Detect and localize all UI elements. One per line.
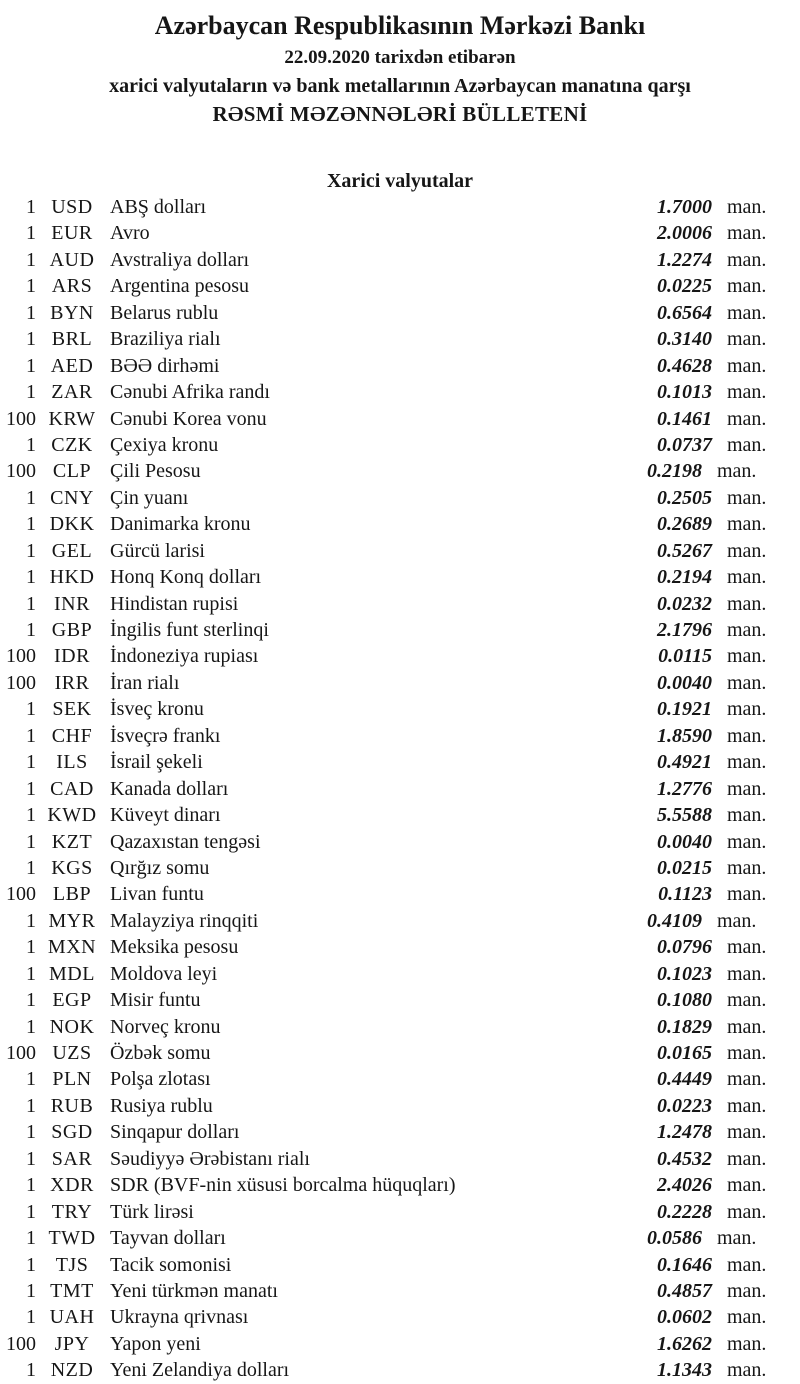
currency-name-cell: Misir funtu xyxy=(110,989,201,1012)
rate-value-cell: 0.1123 xyxy=(658,883,712,906)
quantity-cell: 1 xyxy=(26,301,36,324)
currency-code-cell: GEL xyxy=(51,539,93,562)
table-row xyxy=(0,194,800,220)
rate-value-cell: 0.2228 xyxy=(657,1200,712,1223)
unit-cell: man. xyxy=(727,1068,767,1091)
quantity-cell: 1 xyxy=(26,856,36,879)
currency-name-cell: Səudiyyə Ərəbistanı rialı xyxy=(110,1147,310,1170)
unit-cell: man. xyxy=(727,592,767,615)
quantity-cell: 1 xyxy=(26,777,36,800)
rate-value-cell: 1.2776 xyxy=(657,777,712,800)
currency-code-cell: ARS xyxy=(51,275,93,298)
unit-cell: man. xyxy=(727,1332,767,1355)
unit-cell: man. xyxy=(727,1147,767,1170)
table-row xyxy=(0,564,800,590)
currency-code-cell: CZK xyxy=(51,433,93,456)
quantity-cell: 100 xyxy=(6,1042,36,1064)
rate-value-cell: 0.0165 xyxy=(657,1042,712,1064)
quantity-cell: 1 xyxy=(26,1253,36,1276)
currency-code-cell: DKK xyxy=(49,513,95,536)
unit-cell: man. xyxy=(727,566,767,589)
rate-value-cell: 0.1921 xyxy=(657,698,712,721)
quantity-cell: 100 xyxy=(6,1332,36,1355)
quantity-cell: 1 xyxy=(26,962,36,985)
rate-value-cell: 0.2198 xyxy=(647,460,702,483)
currency-name-cell: Moldova leyi xyxy=(110,962,218,985)
quantity-cell: 1 xyxy=(26,1279,36,1302)
table-row xyxy=(0,247,800,273)
quantity-cell: 1 xyxy=(26,328,36,351)
effective-date-line: 22.09.2020 tarixdən etibarən xyxy=(284,47,516,68)
table-row xyxy=(0,379,800,405)
unit-cell: man. xyxy=(727,830,767,853)
table-row xyxy=(0,1093,800,1119)
currency-code-cell: KZT xyxy=(51,830,93,853)
rate-value-cell: 0.1023 xyxy=(657,962,712,985)
currency-name-cell: Norveç kronu xyxy=(110,1015,221,1038)
currency-code-cell: NZD xyxy=(50,1359,94,1382)
unit-cell: man. xyxy=(727,989,767,1012)
currency-name-cell: BƏƏ dirhəmi xyxy=(110,354,220,377)
unit-cell: man. xyxy=(727,328,767,351)
unit-cell: man. xyxy=(727,196,767,218)
rate-value-cell: 0.0040 xyxy=(657,830,712,853)
unit-cell: man. xyxy=(727,248,767,271)
unit-cell: man. xyxy=(727,1121,767,1144)
rate-value-cell: 0.4449 xyxy=(657,1068,712,1091)
unit-cell: man. xyxy=(727,354,767,377)
unit-cell: man. xyxy=(727,486,767,509)
quantity-cell: 1 xyxy=(26,1359,36,1382)
unit-cell: man. xyxy=(727,645,767,668)
table-row xyxy=(0,1040,800,1066)
quantity-cell: 1 xyxy=(26,381,36,404)
currency-code-cell: UAH xyxy=(49,1306,95,1329)
currency-name-cell: Danimarka kronu xyxy=(110,513,251,536)
currency-code-cell: AED xyxy=(50,354,94,377)
table-row xyxy=(0,326,800,352)
currency-code-cell: TMT xyxy=(50,1279,94,1302)
table-row xyxy=(0,485,800,511)
quantity-cell: 1 xyxy=(26,592,36,615)
rate-value-cell: 2.0006 xyxy=(657,222,712,245)
quantity-cell: 100 xyxy=(6,883,36,906)
currency-name-cell: Honq Konq dolları xyxy=(110,566,262,589)
currency-name-cell: Meksika pesosu xyxy=(110,936,239,959)
quantity-cell: 1 xyxy=(26,989,36,1012)
rate-value-cell: 0.0223 xyxy=(657,1094,712,1117)
unit-cell: man. xyxy=(727,671,767,694)
table-row xyxy=(0,776,800,802)
unit-cell: man. xyxy=(727,381,767,404)
table-row xyxy=(0,432,800,458)
rate-value-cell: 1.2478 xyxy=(657,1121,712,1144)
quantity-cell: 1 xyxy=(26,1174,36,1197)
rate-value-cell: 0.1080 xyxy=(657,989,712,1012)
currency-code-cell: EUR xyxy=(51,222,93,245)
rate-value-cell: 0.2505 xyxy=(657,486,712,509)
currency-code-cell: SAR xyxy=(51,1147,93,1170)
currency-code-cell: USD xyxy=(51,196,93,218)
quantity-cell: 1 xyxy=(26,433,36,456)
bulletin-title: RƏSMİ MƏZƏNNƏLƏRİ BÜLLETENİ xyxy=(212,102,588,126)
currency-code-cell: EGP xyxy=(52,989,92,1012)
table-row xyxy=(0,273,800,299)
table-row xyxy=(0,591,800,617)
currency-name-cell: Hindistan rupisi xyxy=(110,592,239,615)
quantity-cell: 1 xyxy=(26,222,36,245)
unit-cell: man. xyxy=(727,1306,767,1329)
quantity-cell: 1 xyxy=(26,513,36,536)
unit-cell: man. xyxy=(717,909,757,932)
unit-cell: man. xyxy=(727,1253,767,1276)
table-row xyxy=(0,1331,800,1357)
currency-code-cell: ZAR xyxy=(51,381,93,404)
rate-value-cell: 0.2689 xyxy=(657,513,712,536)
unit-cell: man. xyxy=(727,1094,767,1117)
table-row xyxy=(0,987,800,1013)
quantity-cell: 1 xyxy=(26,566,36,589)
currency-name-cell: ABŞ dolları xyxy=(110,196,207,218)
unit-cell: man. xyxy=(727,513,767,536)
currency-code-cell: KRW xyxy=(48,407,96,430)
quantity-cell: 1 xyxy=(26,619,36,641)
currency-code-cell: MYR xyxy=(48,909,96,932)
table-row xyxy=(0,881,800,907)
table-row xyxy=(0,855,800,881)
unit-cell: man. xyxy=(727,619,767,641)
table-row xyxy=(0,1066,800,1092)
rate-value-cell: 1.1343 xyxy=(657,1359,712,1382)
unit-cell: man. xyxy=(727,883,767,906)
rate-value-cell: 0.0225 xyxy=(657,275,712,298)
currency-code-cell: CAD xyxy=(50,777,94,800)
unit-cell: man. xyxy=(727,962,767,985)
rate-value-cell: 0.4109 xyxy=(647,909,702,932)
rate-value-cell: 0.0602 xyxy=(657,1306,712,1329)
table-row xyxy=(0,643,800,669)
table-row xyxy=(0,300,800,326)
currency-name-cell: Ukrayna qrivnası xyxy=(110,1306,249,1329)
unit-cell: man. xyxy=(727,1015,767,1038)
currency-name-cell: Avstraliya dolları xyxy=(110,248,250,271)
currency-name-cell: Polşa zlotası xyxy=(110,1068,211,1091)
unit-cell: man. xyxy=(727,1359,767,1382)
currency-name-cell: Yeni türkmən manatı xyxy=(110,1279,278,1302)
unit-cell: man. xyxy=(727,751,767,774)
unit-cell: man. xyxy=(727,777,767,800)
currency-code-cell: SEK xyxy=(52,698,92,721)
currency-name-cell: Qazaxıstan tengəsi xyxy=(110,830,261,853)
currency-name-cell: Çexiya kronu xyxy=(110,433,219,456)
currency-name-cell: SDR (BVF-nin xüsusi borcalma hüquqları) xyxy=(110,1174,456,1197)
currency-name-cell: Yapon yeni xyxy=(110,1332,201,1355)
currency-code-cell: CHF xyxy=(51,724,93,747)
unit-cell: man. xyxy=(727,1200,767,1223)
quantity-cell: 100 xyxy=(6,407,36,430)
quantity-cell: 1 xyxy=(26,751,36,774)
rate-value-cell: 0.1829 xyxy=(657,1015,712,1038)
unit-cell: man. xyxy=(727,856,767,879)
table-row xyxy=(0,1278,800,1304)
rate-value-cell: 0.3140 xyxy=(657,328,712,351)
currency-code-cell: UZS xyxy=(52,1042,92,1064)
bulletin-subtitle: xarici valyutaların və bank metallarının Azərbaycan manatına qarşı xyxy=(109,75,691,97)
currency-code-cell: INR xyxy=(54,592,90,615)
section-title-foreign-currencies: Xarici valyutalar xyxy=(326,170,474,192)
rate-value-cell: 0.0040 xyxy=(657,671,712,694)
currency-code-cell: HKD xyxy=(49,566,95,589)
currency-name-cell: Türk lirəsi xyxy=(110,1200,194,1223)
quantity-cell: 1 xyxy=(26,909,36,932)
currency-code-cell: CNY xyxy=(50,486,94,509)
quantity-cell: 100 xyxy=(6,460,36,483)
currency-name-cell: Cənubi Korea vonu xyxy=(110,407,267,430)
unit-cell: man. xyxy=(727,301,767,324)
currency-name-cell: Livan funtu xyxy=(110,883,204,906)
quantity-cell: 1 xyxy=(26,1147,36,1170)
rate-value-cell: 0.1646 xyxy=(657,1253,712,1276)
currency-name-cell: Tacik somonisi xyxy=(110,1253,232,1276)
currency-code-cell: ILS xyxy=(56,751,88,774)
currency-name-cell: Rusiya rublu xyxy=(110,1094,213,1117)
rate-value-cell: 0.0796 xyxy=(657,936,712,959)
currency-name-cell: Sinqapur dolları xyxy=(110,1121,240,1144)
currency-name-cell: Kanada dolları xyxy=(110,777,229,800)
rate-value-cell: 5.5588 xyxy=(657,804,712,827)
table-row xyxy=(0,934,800,960)
table-row xyxy=(0,696,800,722)
table-row xyxy=(0,670,800,696)
unit-cell: man. xyxy=(727,936,767,959)
rate-value-cell: 2.4026 xyxy=(657,1174,712,1197)
currency-code-cell: TJS xyxy=(55,1253,89,1276)
quantity-cell: 100 xyxy=(6,671,36,694)
currency-code-cell: TWD xyxy=(48,1227,96,1250)
currency-name-cell: Yeni Zelandiya dolları xyxy=(110,1359,290,1382)
table-row xyxy=(0,1014,800,1040)
unit-cell: man. xyxy=(727,407,767,430)
currency-code-cell: TRY xyxy=(51,1200,93,1223)
quantity-cell: 1 xyxy=(26,1306,36,1329)
quantity-cell: 1 xyxy=(26,936,36,959)
quantity-cell: 1 xyxy=(26,1068,36,1091)
table-row xyxy=(0,802,800,828)
table-row xyxy=(0,406,800,432)
page-title: Azərbaycan Respublikasının Mərkəzi Bankı xyxy=(154,11,646,40)
table-row xyxy=(0,538,800,564)
currency-name-cell: İsveç kronu xyxy=(110,698,204,721)
table-row xyxy=(0,1172,800,1198)
currency-name-cell: Gürcü larisi xyxy=(110,539,205,562)
unit-cell: man. xyxy=(727,724,767,747)
quantity-cell: 1 xyxy=(26,1121,36,1144)
currency-code-cell: LBP xyxy=(52,883,92,906)
currency-name-cell: Çili Pesosu xyxy=(110,460,201,483)
currency-code-cell: GBP xyxy=(51,619,93,641)
quantity-cell: 1 xyxy=(26,830,36,853)
rate-value-cell: 0.0232 xyxy=(657,592,712,615)
table-row xyxy=(0,220,800,246)
table-row xyxy=(0,1119,800,1145)
quantity-cell: 1 xyxy=(26,698,36,721)
currency-name-cell: Küveyt dinarı xyxy=(110,804,221,827)
table-row xyxy=(0,1199,800,1225)
table-row xyxy=(0,511,800,537)
quantity-cell: 100 xyxy=(6,645,36,668)
unit-cell: man. xyxy=(727,1174,767,1197)
unit-cell: man. xyxy=(727,433,767,456)
quantity-cell: 1 xyxy=(26,486,36,509)
table-row xyxy=(0,749,800,775)
currency-name-cell: İsrail şekeli xyxy=(110,751,203,774)
table-row xyxy=(0,1357,800,1383)
rate-value-cell: 0.1461 xyxy=(657,407,712,430)
table-row xyxy=(0,829,800,855)
currency-code-cell: KGS xyxy=(51,856,93,879)
currency-code-cell: RUB xyxy=(50,1094,94,1117)
currency-name-cell: Avro xyxy=(110,222,150,245)
unit-cell: man. xyxy=(727,275,767,298)
currency-name-cell: Braziliya rialı xyxy=(110,328,221,351)
quantity-cell: 1 xyxy=(26,354,36,377)
currency-code-cell: MDL xyxy=(49,962,95,985)
rate-value-cell: 0.1013 xyxy=(657,381,712,404)
quantity-cell: 1 xyxy=(26,275,36,298)
rate-value-cell: 0.0737 xyxy=(657,433,712,456)
currency-code-cell: MXN xyxy=(47,936,97,959)
rate-value-cell: 0.5267 xyxy=(657,539,712,562)
quantity-cell: 1 xyxy=(26,196,36,218)
table-row xyxy=(0,1225,800,1251)
rate-value-cell: 0.0215 xyxy=(657,856,712,879)
unit-cell: man. xyxy=(727,698,767,721)
currency-name-cell: Tayvan dolları xyxy=(110,1227,226,1250)
table-row xyxy=(0,1252,800,1278)
rate-value-cell: 0.0586 xyxy=(647,1227,702,1250)
quantity-cell: 1 xyxy=(26,1094,36,1117)
rate-value-cell: 1.7000 xyxy=(657,196,712,218)
unit-cell: man. xyxy=(717,460,757,483)
quantity-cell: 1 xyxy=(26,1227,36,1250)
rate-value-cell: 1.8590 xyxy=(657,724,712,747)
rate-value-cell: 1.6262 xyxy=(657,1332,712,1355)
quantity-cell: 1 xyxy=(26,1200,36,1223)
quantity-cell: 1 xyxy=(26,724,36,747)
currency-code-cell: AUD xyxy=(49,248,95,271)
rate-value-cell: 2.1796 xyxy=(657,619,712,641)
currency-name-cell: İsveçrə frankı xyxy=(110,724,221,747)
table-row xyxy=(0,961,800,987)
currency-code-cell: BRL xyxy=(51,328,93,351)
currency-name-cell: İndoneziya rupiası xyxy=(110,645,259,668)
unit-cell: man. xyxy=(727,1042,767,1064)
unit-cell: man. xyxy=(717,1227,757,1250)
unit-cell: man. xyxy=(727,539,767,562)
quantity-cell: 1 xyxy=(26,248,36,271)
currency-code-cell: IDR xyxy=(54,645,90,668)
table-row xyxy=(0,353,800,379)
currency-code-cell: CLP xyxy=(52,460,92,483)
currency-code-cell: PLN xyxy=(52,1068,92,1091)
quantity-cell: 1 xyxy=(26,539,36,562)
quantity-cell: 1 xyxy=(26,1015,36,1038)
currency-name-cell: Özbək somu xyxy=(110,1042,211,1064)
table-row xyxy=(0,458,800,484)
rate-value-cell: 0.4857 xyxy=(657,1279,712,1302)
rates-table xyxy=(0,194,800,1384)
rate-value-cell: 0.4532 xyxy=(657,1147,712,1170)
unit-cell: man. xyxy=(727,222,767,245)
currency-code-cell: XDR xyxy=(50,1174,94,1197)
currency-code-cell: SGD xyxy=(51,1121,93,1144)
unit-cell: man. xyxy=(727,1279,767,1302)
currency-name-cell: Çin yuanı xyxy=(110,486,189,509)
currency-code-cell: IRR xyxy=(54,671,90,694)
rate-value-cell: 0.0115 xyxy=(658,645,712,668)
rate-value-cell: 0.4921 xyxy=(657,751,712,774)
currency-code-cell: JPY xyxy=(54,1332,90,1355)
currency-name-cell: Belarus rublu xyxy=(110,301,219,324)
currency-name-cell: Qırğız somu xyxy=(110,856,210,879)
currency-code-cell: BYN xyxy=(50,301,94,324)
currency-name-cell: İran rialı xyxy=(110,671,180,694)
currency-code-cell: KWD xyxy=(47,804,97,827)
table-row xyxy=(0,1304,800,1330)
rate-value-cell: 0.4628 xyxy=(657,354,712,377)
unit-cell: man. xyxy=(727,804,767,827)
rate-value-cell: 0.6564 xyxy=(657,301,712,324)
table-row xyxy=(0,908,800,934)
rate-value-cell: 1.2274 xyxy=(657,248,712,271)
currency-code-cell: NOK xyxy=(49,1015,95,1038)
table-row xyxy=(0,723,800,749)
table-row xyxy=(0,1146,800,1172)
currency-name-cell: Malayziya rinqqiti xyxy=(110,909,259,932)
rate-value-cell: 0.2194 xyxy=(657,566,712,589)
currency-name-cell: İngilis funt sterlinqi xyxy=(110,619,269,641)
currency-name-cell: Argentina pesosu xyxy=(110,275,250,298)
currency-name-cell: Cənubi Afrika randı xyxy=(110,381,270,404)
quantity-cell: 1 xyxy=(26,804,36,827)
table-row xyxy=(0,617,800,643)
